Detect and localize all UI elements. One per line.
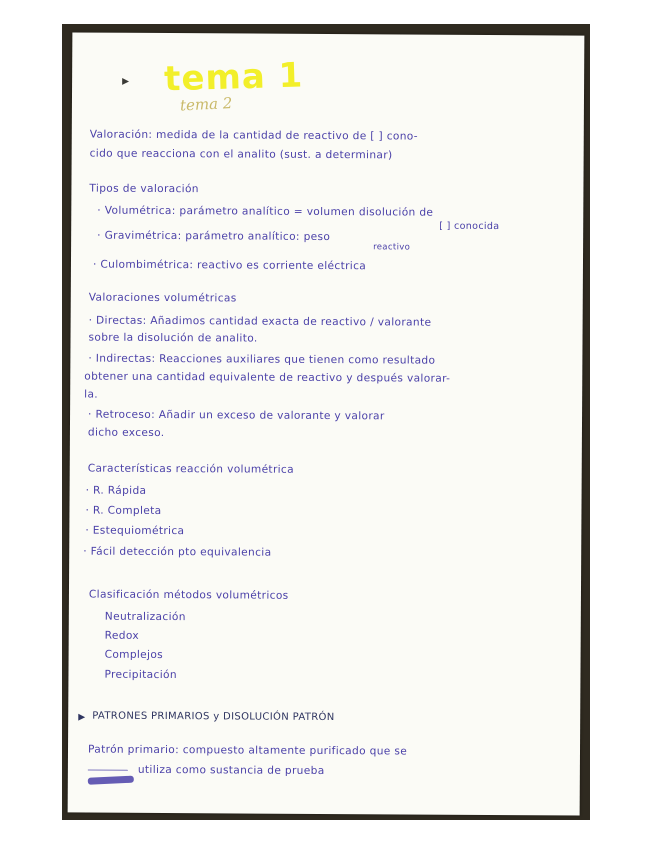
list-item: Redox — [104, 629, 140, 642]
strikethrough-mark — [88, 770, 128, 771]
page-title: tema 1 — [163, 55, 304, 100]
list-item: · Directas: Añadimos cantidad exacta de reactivo / valorante — [88, 314, 432, 329]
definition-line: Patrón primario: compuesto altamente purificado que se — [87, 743, 408, 758]
scribble-mark — [88, 776, 134, 785]
list-item: Complejos — [104, 648, 164, 662]
list-item: · Indirectas: Reacciones auxiliares que tienen como resultado — [88, 352, 436, 367]
definition-line-2: cido que reacciona con el analito (sust. a determinar) — [89, 147, 393, 162]
list-item: Neutralización — [104, 610, 186, 624]
section-heading: Tipos de valoración — [89, 182, 199, 196]
list-item: · Retroceso: Añadir un exceso de valorante y valorar — [88, 408, 385, 423]
list-item: · R. Rápida — [85, 484, 147, 497]
scanned-photo — [62, 24, 590, 820]
list-item: · Gravimétrica: parámetro analítico: peso — [97, 229, 331, 244]
list-item: Precipitación — [104, 668, 177, 682]
list-item: · Culombimétrica: reactivo es corriente eléctrica — [92, 258, 367, 273]
list-item-note: [ ] conocida — [439, 220, 500, 233]
definition-line: utiliza como sustancia de prueba — [137, 763, 325, 777]
section-heading: Características reacción volumétrica — [87, 462, 295, 476]
list-item: · Volumétrica: parámetro analítico = volumen disolución de — [97, 204, 434, 219]
section-heading: Valoraciones volumétricas — [88, 291, 237, 305]
list-item: · Fácil detección pto equivalencia — [83, 545, 272, 559]
list-item-continuation: sobre la disolución de analito. — [88, 331, 258, 345]
definition-line-1: Valoración: medida de la cantidad de reactivo de [ ] cono- — [89, 128, 419, 143]
list-item-continuation: la. — [84, 388, 99, 401]
notebook-page — [68, 32, 585, 815]
pencil-title: tema 2 — [179, 94, 233, 115]
section-heading: Clasificación métodos volumétricos — [88, 588, 289, 602]
list-item-continuation: obtener una cantidad equivalente de reactivo y después valorar- — [84, 370, 451, 385]
section-heading: PATRONES PRIMARIOS y DISOLUCIÓN PATRÓN — [92, 710, 335, 724]
bullet-arrow-icon: ▶ — [122, 76, 130, 87]
bullet-arrow-icon: ▶ — [78, 712, 86, 723]
list-item: · Estequiométrica — [85, 524, 185, 538]
list-item-note: reactivo — [373, 242, 411, 253]
list-item-continuation: dicho exceso. — [87, 426, 165, 440]
list-item: · R. Completa — [85, 504, 162, 517]
